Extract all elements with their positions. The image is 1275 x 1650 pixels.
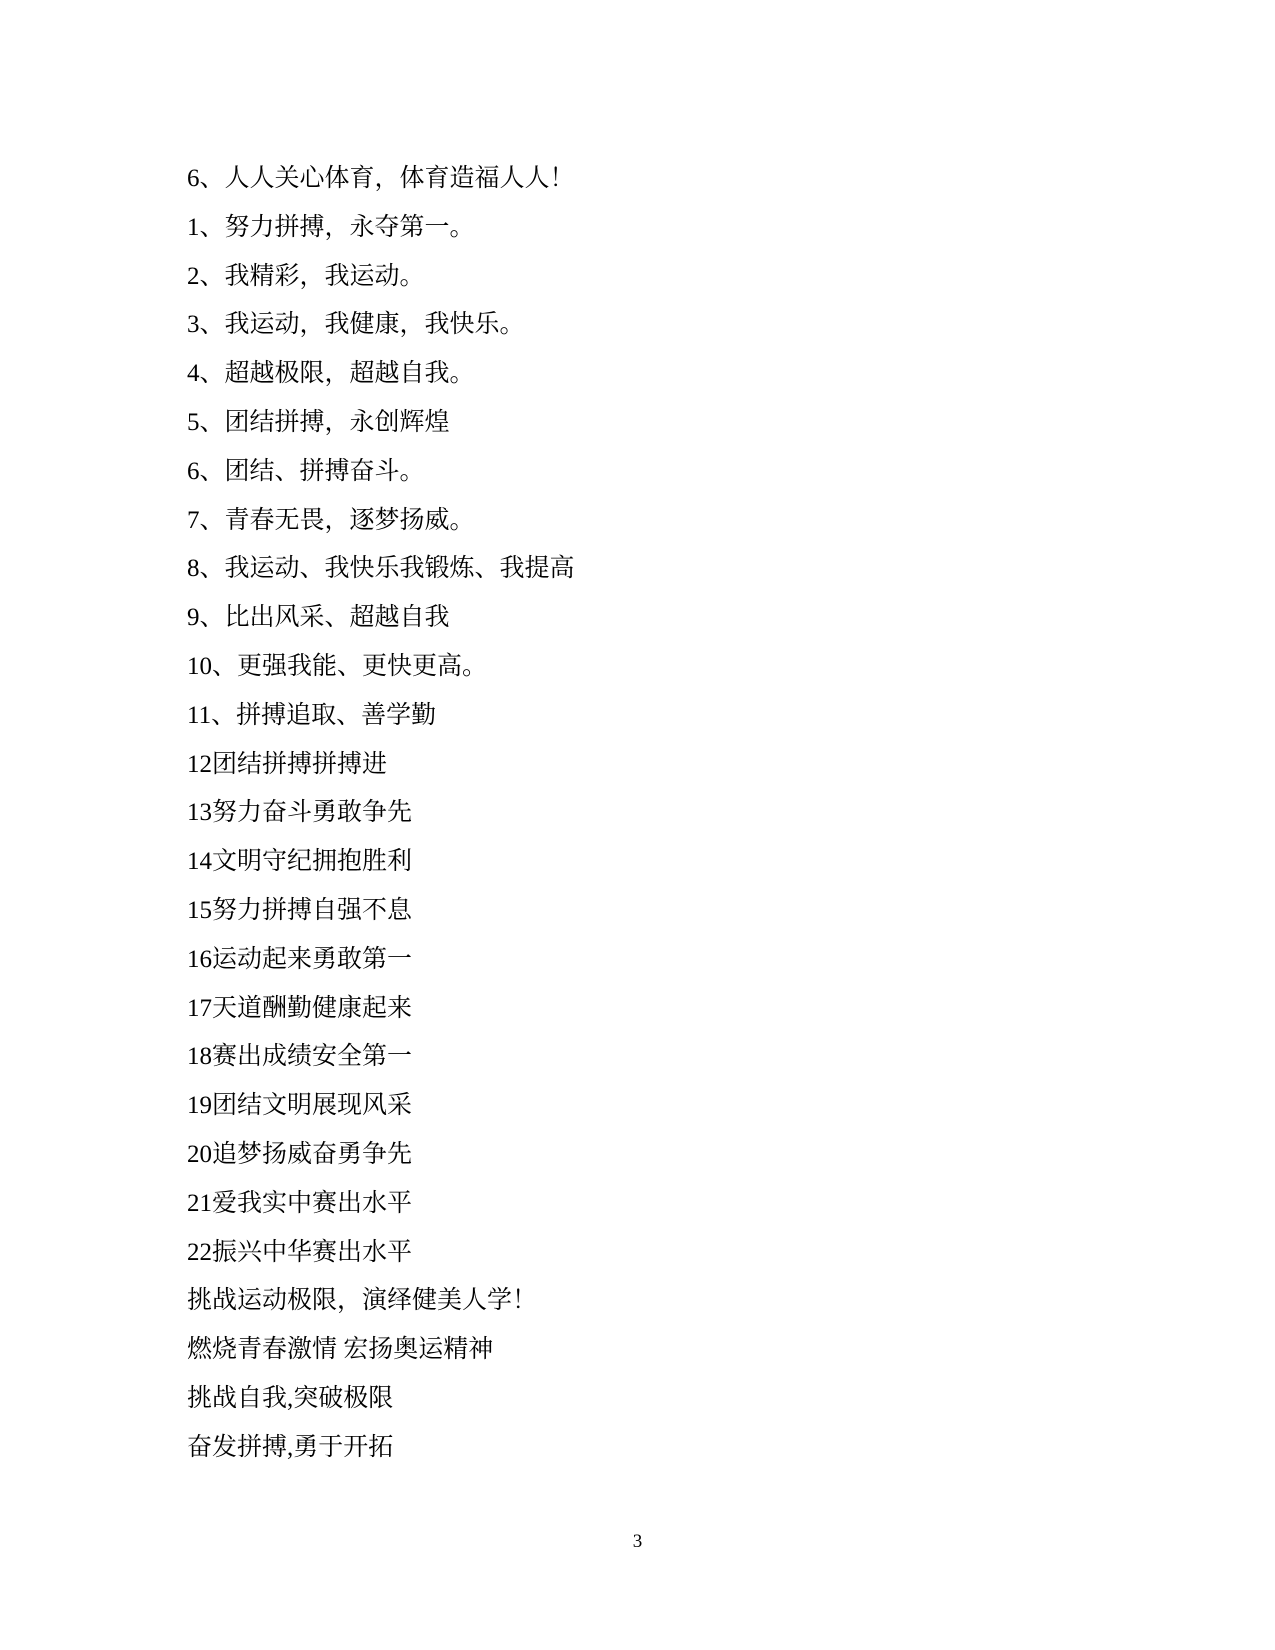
slogan-line: 燃烧青春激情 宏扬奥运精神 [187, 1336, 494, 1364]
slogan-line: 16运动起来勇敢第一 [187, 945, 413, 973]
slogan-line: 1、努力拼搏，永夺第一。 [187, 213, 475, 241]
slogan-line: 8、我运动、我快乐我锻炼、我提高 [187, 555, 575, 583]
slogan-line: 奋发拼搏,勇于开拓 [187, 1433, 394, 1461]
slogan-line: 挑战自我,突破极限 [187, 1384, 394, 1412]
slogan-line: 5、团结拼搏，永创辉煌 [187, 408, 450, 436]
slogan-line: 3、我运动，我健康，我快乐。 [187, 311, 525, 339]
slogan-line: 20追梦扬威奋勇争先 [187, 1140, 413, 1168]
slogan-line: 18赛出成绩安全第一 [187, 1043, 413, 1071]
slogan-list [187, 155, 1185, 1473]
page-number: 3 [632, 1531, 643, 1552]
slogan-line: 19团结文明展现风采 [187, 1092, 413, 1120]
slogan-line: 挑战运动极限，演绎健美人学！ [187, 1287, 538, 1315]
slogan-line: 15努力拼搏自强不息 [187, 896, 413, 924]
slogan-line: 2、我精彩，我运动。 [187, 262, 425, 290]
slogan-line: 4、超越极限，超越自我。 [187, 360, 475, 388]
page-footer [0, 1531, 1275, 1553]
slogan-line: 14文明守纪拥抱胜利 [187, 848, 413, 876]
slogan-line: 17天道酬勤健康起来 [187, 994, 413, 1022]
slogan-line: 6、人人关心体育，体育造福人人！ [187, 165, 575, 192]
slogan-line: 22振兴中华赛出水平 [187, 1238, 413, 1266]
slogan-line: 12团结拼搏拼搏进 [187, 750, 388, 778]
slogan-line: 6、团结、拼搏奋斗。 [187, 457, 425, 485]
slogan-line: 21爱我实中赛出水平 [187, 1189, 413, 1217]
slogan-line: 11、拼搏追取、善学勤 [187, 701, 437, 729]
slogan-line: 13努力奋斗勇敢争先 [187, 799, 413, 827]
slogan-line: 7、青春无畏，逐梦扬威。 [187, 506, 475, 534]
slogan-line: 10、更强我能、更快更高。 [187, 652, 488, 680]
slogan-line: 9、比出风采、超越自我 [187, 604, 450, 632]
